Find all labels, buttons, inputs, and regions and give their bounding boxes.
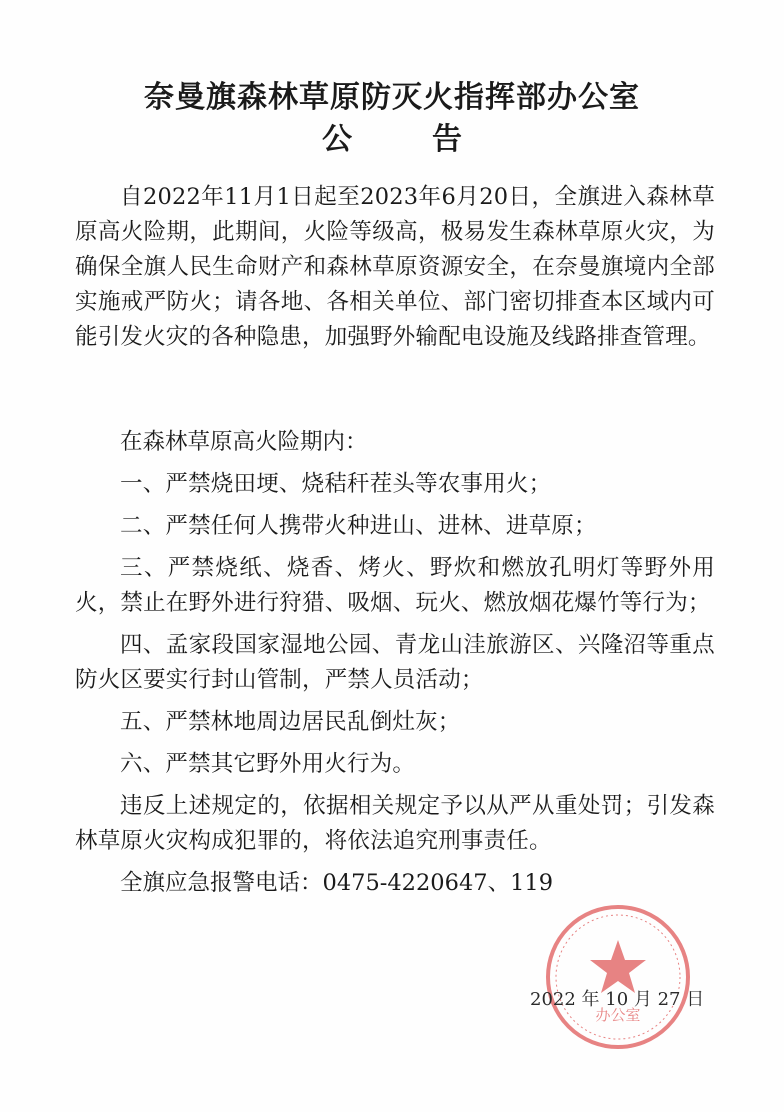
intro-text: 自2022年11月1日起至2023年6月20日，全旗进入森林草原高火险期，此期间，火险等级高，极易发生森林草原火灾，为确保全旗人民生命财产和森林草原资源安全，在奈曼旗境内全部实施戒严防火；请各地、各相关单位、部门密切排查本区域内可能引发火灾的各种隐患，加强野外输配电设施及线路排查管理。	[75, 184, 715, 350]
period-heading: 在森林草原高火险期内：	[120, 429, 368, 455]
item-6	[75, 747, 715, 782]
seal-text: 办公室	[595, 1006, 641, 1024]
issue-date: 2022 年 10 月 27 日	[530, 989, 705, 1010]
item-1-text: 一、严禁烧田埂、烧秸秆茬头等农事用火；	[120, 471, 552, 497]
subtitle-char-2: 告	[432, 122, 462, 157]
item-3	[75, 551, 715, 621]
item-1	[75, 467, 715, 502]
item-4-text: 四、孟家段国家湿地公园、青龙山洼旅游区、兴隆沼等重点防火区要实行封山管制，严禁人员活动；	[75, 632, 715, 693]
item-2	[75, 509, 715, 544]
item-2-text: 二、严禁任何人携带火种进山、进林、进草原；	[120, 513, 597, 539]
intro-paragraph	[75, 180, 715, 355]
penalty-paragraph	[75, 789, 715, 859]
item-5-text: 五、严禁林地周边居民乱倒灶灰；	[120, 709, 461, 735]
official-seal-icon	[543, 902, 693, 1052]
item-4	[75, 628, 715, 698]
notice-title: 奈曼旗森林草原防灭火指挥部办公室	[144, 80, 640, 115]
item-3-text: 三、严禁烧纸、烧香、烤火、野炊和燃放孔明灯等野外用火，禁止在野外进行狩猎、吸烟、玩火、燃放烟花爆竹等行为；	[75, 555, 715, 616]
item-5	[75, 705, 715, 740]
penalty-text: 违反上述规定的，依据相关规定予以从严从重处罚；引发森林草原火灾构成犯罪的，将依法追究刑事责任。	[75, 793, 715, 854]
hotline-line: 全旗应急报警电话：0475-4220647、119	[120, 870, 554, 896]
notice-subtitle	[0, 120, 784, 160]
subtitle-char-1: 公	[322, 122, 352, 157]
item-6-text: 六、严禁其它野外用火行为。	[120, 751, 416, 777]
